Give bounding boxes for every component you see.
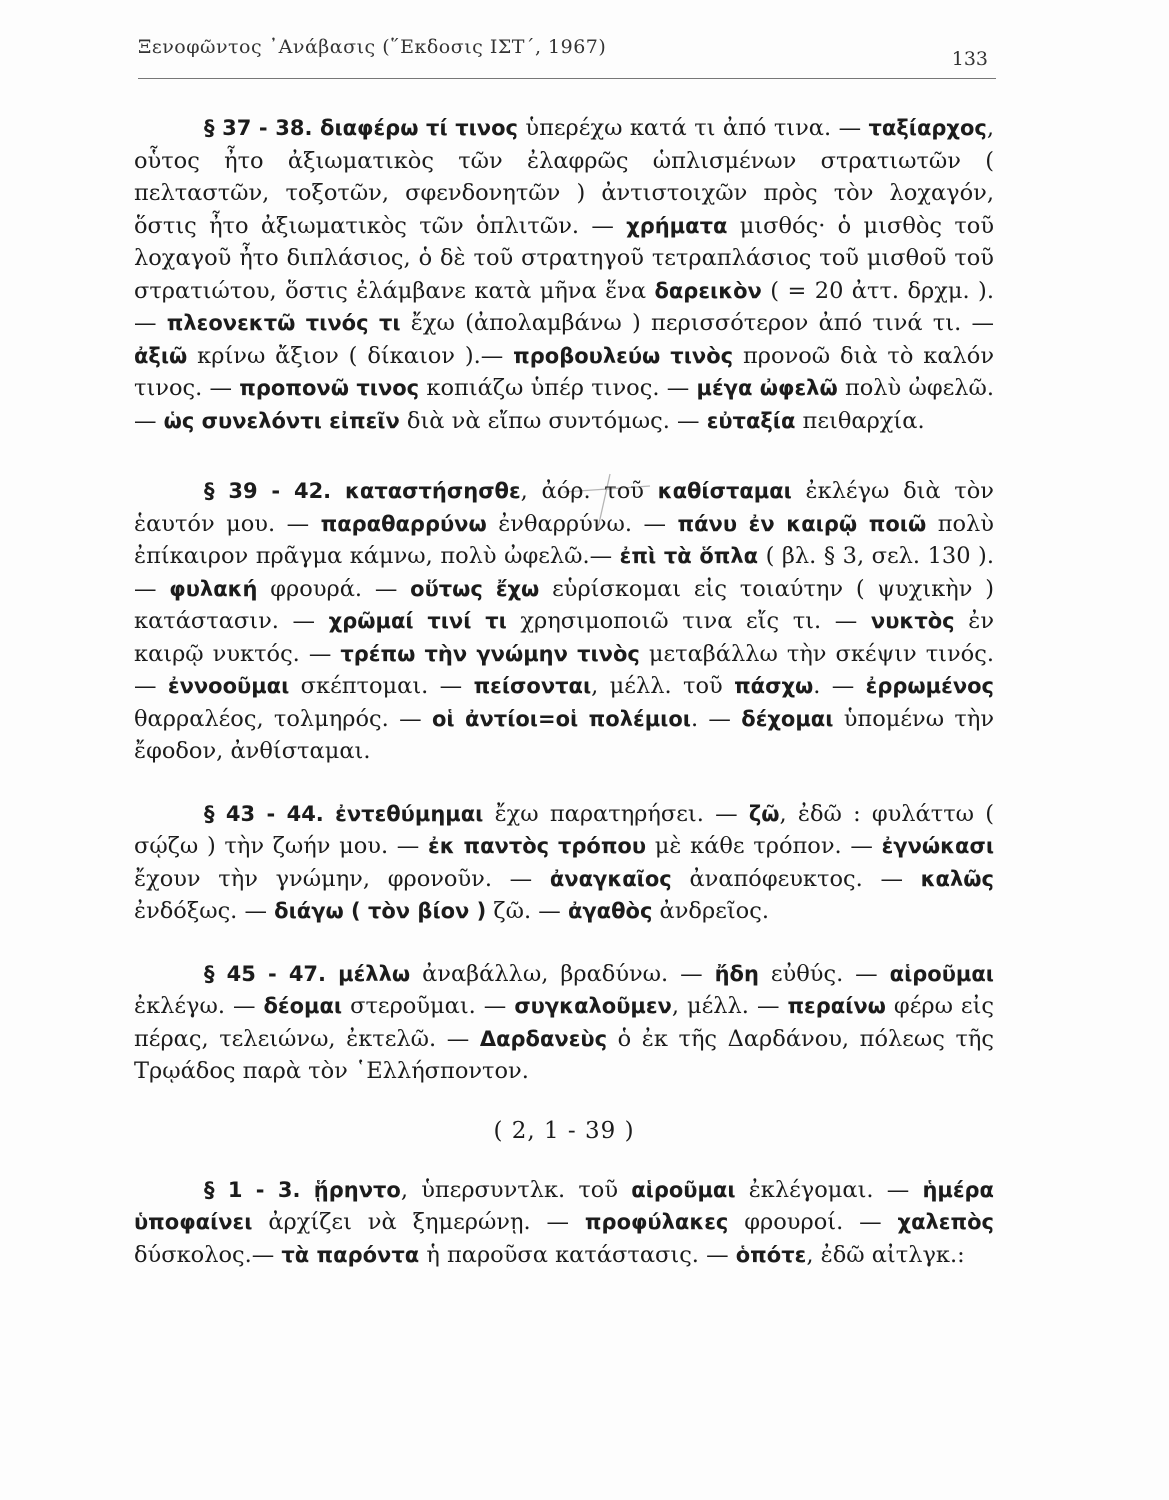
gloss-text: , οὗτος ἦτο ἀξιωματικὸς τῶν ἐλαφρῶς ὡπλισμένων στρατιωτῶν ( πελταστῶν, τοξοτῶν, σφενδονητῶν ) ἀντιστοιχῶν πρὸς τὸν λοχαγόν, ὅστις ἦτο ἀξιωματικὸς τῶν ὁπλιτῶν. —	[134, 115, 994, 239]
gloss-text: φρουροί. —	[728, 1209, 898, 1235]
gloss-text: . —	[690, 705, 742, 732]
lemma-term: πείσονται	[473, 674, 592, 698]
gloss-text: ὁ ἐκ τῆς Δαρδάνου, πόλεως τῆς Τρῳάδος παρὰ τὸν ῾Ελλήσποντον.	[134, 1025, 994, 1084]
lemma-term: Δαρδανεὺς	[479, 1026, 608, 1051]
gloss-text: ( = 20 ἀττ. δρχμ. ). —	[134, 277, 994, 336]
paragraph-1-3	[134, 1174, 994, 1272]
lemma-term: προβουλεύω τινὸς	[513, 343, 734, 368]
lemma-term: νυκτὸς	[870, 609, 955, 633]
lemma-term: πάσχω	[734, 674, 814, 698]
lemma-term: ἐπὶ τὰ ὅπλα	[619, 544, 759, 568]
lemma-term: χαλεπὸς	[897, 1210, 994, 1234]
gloss-text: ἔχω (ἀπολαμβάνω ) περισσότερον ἀπό τινά τι. —	[400, 310, 994, 336]
lemma-term: ἐκ παντὸς τρόπου	[428, 834, 647, 858]
gloss-text: ἐκλέγω διὰ τὸν ἑαυτόν μου. —	[134, 478, 994, 537]
gloss-text: , ἐδῶ αἰτλγκ.:	[806, 1241, 965, 1268]
gloss-text: χρησιμοποιῶ τινα εἴς τι. —	[506, 608, 871, 634]
lemma-term: ζῶ	[748, 801, 780, 826]
header-title: Ξενοφῶντος ᾿Ανάβασις (῞Εκδοσις ΙΣΤ΄, 1967)	[138, 36, 607, 58]
gloss-text: μεταβάλλω τὴν σκέψιν τινός. —	[134, 640, 994, 699]
lemma-term: μέγα ὠφελῶ	[696, 376, 838, 400]
section-heading: ( 2, 1 - 39 )	[493, 1117, 635, 1144]
lemma-term: φυλακή	[169, 576, 258, 601]
gloss-text: ( βλ. § 3, σελ. 130 ). —	[134, 543, 994, 602]
lemma-term: ἐννοοῦμαι	[167, 674, 290, 698]
gloss-text: θαρραλέος, τολμηρός. —	[134, 705, 432, 732]
lemma-term: καθίσταμαι	[657, 479, 792, 503]
gloss-text: , μέλλ. —	[671, 993, 788, 1019]
lemma-term: ἡμέρα ὑποφαίνει	[134, 1177, 994, 1234]
gloss-text: ἐκλέγω. —	[134, 993, 264, 1019]
gloss-text: ἀνδρεῖος.	[652, 898, 769, 924]
gloss-text: ἐν καιρῷ νυκτός. —	[134, 608, 994, 667]
lemma-term: § 37 - 38.	[204, 116, 321, 140]
gloss-text: ἔχω παρατηρήσει. —	[483, 800, 749, 827]
paragraph-45-47	[134, 958, 994, 1088]
lemma-term: § 39 - 42.	[204, 479, 345, 503]
gloss-text: εὑρίσκομαι εἰς τοιαύτην ( ψυχικὴν ) κατάστασιν. —	[134, 575, 994, 634]
gloss-text: , ἀόρ. τοῦ	[520, 478, 658, 504]
lemma-term: ταξίαρχος	[868, 116, 987, 140]
lemma-term: ἐρρωμένος	[865, 674, 994, 698]
lemma-term: οὕτως ἔχω	[410, 576, 540, 601]
gloss-text: , ὑπερσυντλκ. τοῦ	[400, 1176, 632, 1203]
gloss-text: προνοῶ διὰ τὸ καλόν τινος. —	[134, 342, 994, 401]
lemma-term: περαίνω	[787, 994, 886, 1018]
gloss-text: , ἐδῶ : φυλάττω ( σῴζω ) τὴν ζωήν μου. —	[134, 800, 994, 859]
gloss-text: ἐκλέγομαι. —	[735, 1176, 923, 1203]
lemma-term: μέλλω	[338, 961, 411, 986]
lemma-term: ἐντεθύμημαι	[335, 801, 484, 826]
lemma-term: χρήματα	[626, 213, 728, 238]
gloss-text: κοπιάζω ὑπέρ τινος. —	[419, 375, 697, 401]
gloss-text: . —	[813, 673, 866, 699]
lemma-term: δέομαι	[263, 994, 343, 1018]
gloss-text: ἐνδόξως. —	[134, 898, 275, 924]
gloss-text: πειθαρχία.	[795, 407, 925, 434]
lemma-term: δέχομαι	[741, 706, 834, 731]
lemma-term: αἱροῦμαι	[889, 961, 994, 986]
lemma-term: ὁπότε	[735, 1242, 807, 1267]
gloss-text: πολὺ ὠφελῶ. —	[134, 375, 995, 434]
lemma-term: πάνυ ἐν καιρῷ ποιῶ	[677, 511, 927, 536]
lemma-term: δαρεικὸν	[654, 278, 762, 303]
gloss-text: ἀναβάλλω, βραδύνω. —	[410, 960, 715, 987]
lemma-term: πλεονεκτῶ τινός τι	[166, 311, 401, 335]
gloss-text: ἀναπόφευκτος. —	[671, 865, 921, 892]
lemma-term: ἀξιῶ	[134, 343, 188, 368]
gloss-text: μισθός· ὁ μισθὸς τοῦ λοχαγοῦ ἦτο διπλάσιος, ὁ δὲ τοῦ στρατηγοῦ τετραπλάσιος τοῦ μισθοῦ τοῦ στρατιώτου, ὅστις ἐλάμβανε κατὰ μῆνα ἕνα	[134, 212, 994, 304]
gloss-text: ζῶ. —	[486, 898, 568, 924]
gloss-text: ὑπομένω τὴν ἔφοδον, ἀνθίσταμαι.	[134, 705, 994, 764]
running-header	[138, 36, 988, 76]
lemma-term: προφύλακες	[584, 1210, 729, 1234]
lemma-term: ἤδη	[714, 961, 759, 986]
gloss-text: , μέλλ. τοῦ	[591, 673, 735, 699]
lemma-term: § 1 - 3.	[204, 1177, 314, 1202]
lemma-term: καλῶς	[920, 866, 994, 891]
gloss-text: ἐνθαρρύνω. —	[486, 510, 678, 537]
lemma-term: ᾕρηντο	[313, 1177, 401, 1202]
gloss-text: κρίνω ἄξιον ( δίκαιον ).—	[187, 342, 514, 369]
gloss-text: δύσκολος.—	[134, 1241, 282, 1268]
gloss-text: διὰ νὰ εἴπω συντόμως. —	[399, 407, 707, 434]
gloss-text: σκέπτομαι. —	[289, 673, 474, 699]
lemma-term: τὰ παρόντα	[281, 1242, 420, 1267]
lemma-term: τρέπω τὴν γνώμην τινὸς	[340, 641, 640, 666]
gloss-text: ὑπερέχω κατά τι ἀπό τινα. —	[518, 115, 869, 141]
lemma-term: ἀναγκαῖος	[549, 866, 672, 891]
gloss-text: ἀρχίζει νὰ ξημερώνῃ. —	[252, 1209, 585, 1235]
gloss-text: ἡ παροῦσα κατάστασις. —	[419, 1241, 736, 1268]
lemma-term: διάγω ( τὸν βίον )	[274, 899, 487, 923]
lemma-term: ἐγνώκασι	[881, 834, 995, 858]
header-rule	[138, 78, 996, 79]
lemma-term: ἀγαθὸς	[567, 899, 653, 923]
gloss-text: πολὺ ἐπίκαιρον πρᾶγμα κάμνω, πολὺ ὠφελῶ.—	[134, 510, 994, 569]
gloss-text: στεροῦμαι. —	[342, 993, 515, 1019]
page-number: 133	[951, 48, 988, 70]
gloss-text: φρουρά. —	[257, 575, 411, 602]
lemma-term: διαφέρω τί τινος	[320, 116, 518, 140]
lemma-term: χρῶμαί τινί τι	[328, 609, 507, 633]
gloss-text: εὐθύς. —	[758, 960, 890, 987]
lemma-term: ὡς συνελόντι εἰπεῖν	[163, 408, 400, 433]
gloss-text: φέρω εἰς πέρας, τελειώνω, ἐκτελῶ. —	[134, 993, 994, 1052]
gloss-text: μὲ κάθε τρόπον. —	[646, 833, 882, 859]
lemma-term: παραθαρρύνω	[320, 511, 487, 536]
paragraph-37-38	[134, 112, 994, 437]
glossary-body	[134, 112, 994, 1271]
lemma-term: καταστήσησθε	[345, 479, 521, 503]
paragraph-43-44	[134, 798, 994, 928]
lemma-term: § 43 - 44.	[204, 801, 336, 826]
lemma-term: οἱ ἀντίοι=οἱ πολέμιοι	[431, 706, 691, 731]
lemma-term: προπονῶ τινος	[239, 376, 420, 400]
lemma-term: § 45 - 47.	[204, 961, 339, 986]
lemma-term: αἱροῦμαι	[631, 1177, 736, 1202]
lemma-term: συγκαλοῦμεν	[514, 994, 672, 1018]
paragraph-39-42	[134, 475, 994, 768]
lemma-term: εὐταξία	[706, 408, 796, 433]
gloss-text: ἔχουν τὴν γνώμην, φρονοῦν. —	[134, 865, 550, 892]
